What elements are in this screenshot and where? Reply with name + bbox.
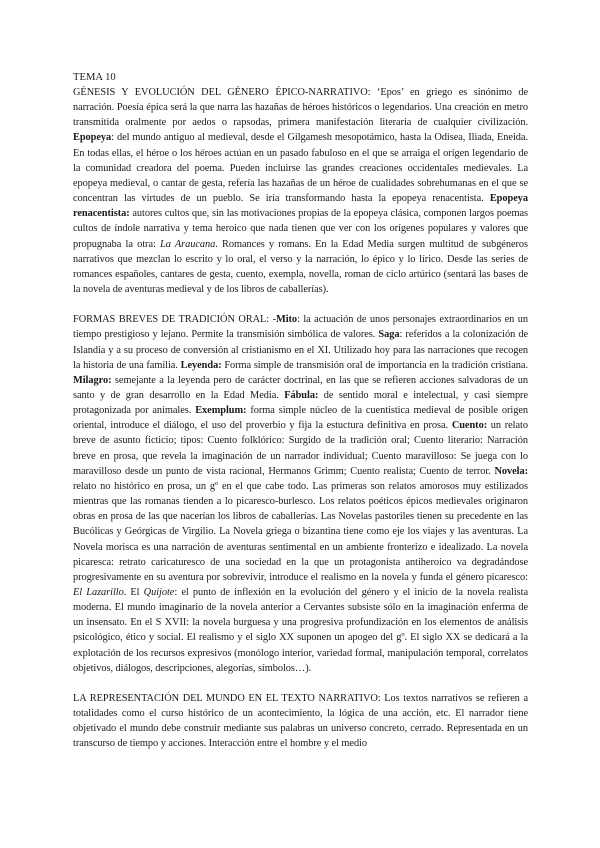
text-run: forma simple núcleo de la cuentística medieval de posible origen oriental, introduce el diálogo, el uso del proverbio y fija la estuctura definitiva en prosa.: [73, 405, 528, 432]
text-run: autores cultos que, sin las motivaciones propias de la epopeya clásica, componen largos poemas cultos de índole narrativa y tema heroico que nada tienen que ver con los orígenes populares y valores que propugnaba la otra:: [73, 208, 528, 250]
topic-title: TEMA 10: [73, 72, 116, 83]
paragraph-spacer: [73, 297, 528, 312]
term-leyenda: Leyenda:: [180, 359, 222, 371]
text-run: semejante a la leyenda pero de carácter doctrinal, en las que se refieren acciones salvadoras de un santo y de gran desarrollo en la Edad Media.: [73, 374, 528, 401]
text-run: relato no histórico en prosa, un gº en el que cabe todo. Las primeras son relatos amorosos muy estilizados mientras que las romanas tienden a lo picaresco-burlesco. Los relatos poéticos épicos medievales originaron obras en prosa de las que nacerían los libros de caballerías. Las Novelas pastoriles tienen su precedente en las Bucólicas y Geórgicas de Virgilio. La Novela griega o bizantina tiene como eje los viajes y las aventuras. La Novela morisca es una narración de aventuras sentimental en un ambiente fronterizo e idealizado. La novela picaresca: retrato caricaturesco de una sociedad en la que un protagonista antiheroico va degradándose progresivamente en su aventura por sobrevivir, introduce el realismo en la novela y funda el género picaresco:: [73, 480, 528, 583]
section-heading-representacion: LA REPRESENTACIÓN DEL MUNDO EN EL TEXTO NARRATIVO:: [73, 692, 381, 704]
paragraph-genesis: [73, 85, 528, 297]
text-run: . Romances y romans. En la Edad Media surgen multitud de subgéneros narrativos que mezclan lo escrito y lo oral, el verso y la narración, lo épico y lo lírico. Desde las series de romances españoles, cantares de gesta, cuento, exempla, novella, roman de ciclo artúrico (sentará las bases de la novela de aventuras medieval y de los libros de caballerías).: [73, 238, 529, 296]
term-epopeya: Epopeya: [73, 132, 112, 144]
term-saga: Saga: [378, 329, 400, 341]
text-run: : del mundo antiguo al medieval, desde el Gilgamesh mesopotámico, hasta la Odisea, Iliada, Eneida. En todas ellas, el héroe o los héroes actúan en un pasado fabuloso en el que se arraiga el origen legendario de la comunidad creadora del poema. Pueden incluirse las grandes creaciones occidentales medievales. La epopeya medieval, o cantar de gesta, refería las hazañas de un héroe de cualidades sobrehumanas en el que se concentran las virtudes de un pueblo. Se iría transformando hasta la epopeya renacentista.: [73, 132, 528, 205]
section-heading-formas-breves: FORMAS BREVES DE TRADICIÓN ORAL:: [73, 314, 270, 326]
term-cuento: Cuento:: [451, 420, 488, 432]
title-el-lazarillo: El Lazarillo: [73, 587, 124, 598]
title-quijote: Quijote: [143, 587, 175, 598]
term-milagro: Milagro:: [73, 374, 112, 386]
text-run: Forma simple de transmisión oral de importancia en la tradición cristiana.: [221, 359, 528, 371]
paragraph-representacion: [73, 691, 528, 752]
text-run: : el punto de inflexión en la evolución del género y el inicio de la novela realista moderna. El mundo imaginario de la novela anterior a Cervantes subsiste sólo en la imaginación enferma de un insensato. En el S XVII: la novela burguesa y una progresiva profundización en los elementos de análisis psicológico, ético y social. El realismo y el siglo XX suponen un apogeo del gº. El siglo XX se dedicará a la explotación de los recursos expresivos (monólogo interior, variedad formal, manipulación temporal, correlatos objetivos, diálogos, descripciones, alegorías, símbolos…).: [73, 587, 528, 674]
term-exemplum: Exemplum:: [195, 405, 247, 417]
section-heading-genesis: GÉNESIS Y EVOLUCIÓN DEL GÉNERO ÉPICO-NARRATIVO:: [73, 87, 371, 98]
text-run: ‘Epos’ en griego es sinónimo de narración. Poesía épica será la que narra las hazañas de héroes históricos o legendarios. Una creación en metro transmitida oralmente por aedos o rapsodas, primera manifestación literaria de cualquier civilización.: [73, 87, 528, 129]
paragraph-formas-breves: [73, 312, 528, 676]
term-fabula: Fábula:: [284, 389, 319, 401]
text-run: : la actuación de unos personajes extraordinarios en un tiempo prestigioso y lejano. Permite la transmisión simbólica de valores.: [73, 314, 528, 341]
title-la-araucana: La Araucana: [160, 238, 216, 250]
term-novela: Novela:: [494, 465, 528, 477]
text-run: . El: [123, 587, 144, 598]
text-run: -: [269, 314, 276, 326]
text-run: de sentido moral e intelectual, y casi siempre protagonizada por animales.: [73, 389, 528, 417]
text-run: un relato breve de asunto ficticio; tipos: Cuento folklórico: Surgido de la tradición oral; Cuento literario: Narración breve en prosa, que revela la imaginación de un narrador individual; Cuento maravilloso: Se juega con lo maravilloso desde un punto de vista racional, Hermanos Grimm; Cuento realista; Cuento de terror.: [73, 420, 528, 477]
term-epopeya-renacentista: Epopeya renacentista:: [73, 193, 528, 220]
text-run: Los textos narrativos se refieren a totalidades como el curso histórico de un acontecimiento, la lógica de una acción, etc. El narrador tiene objetivado el mundo debe construir mediante sus palabras un universo concreto, cerrado. Representada en un transcurso de tiempo y acciones. Interacción entre el hombre y el medio: [73, 692, 528, 750]
text-run: : referidos a la colonización de Islandia y a su proceso de conversión al cristianismo en el XI. Utilizado hoy para las narraciones que recogen la historia de una familia.: [73, 329, 528, 371]
term-mito: Mito: [276, 314, 298, 326]
paragraph-spacer: [73, 676, 528, 691]
